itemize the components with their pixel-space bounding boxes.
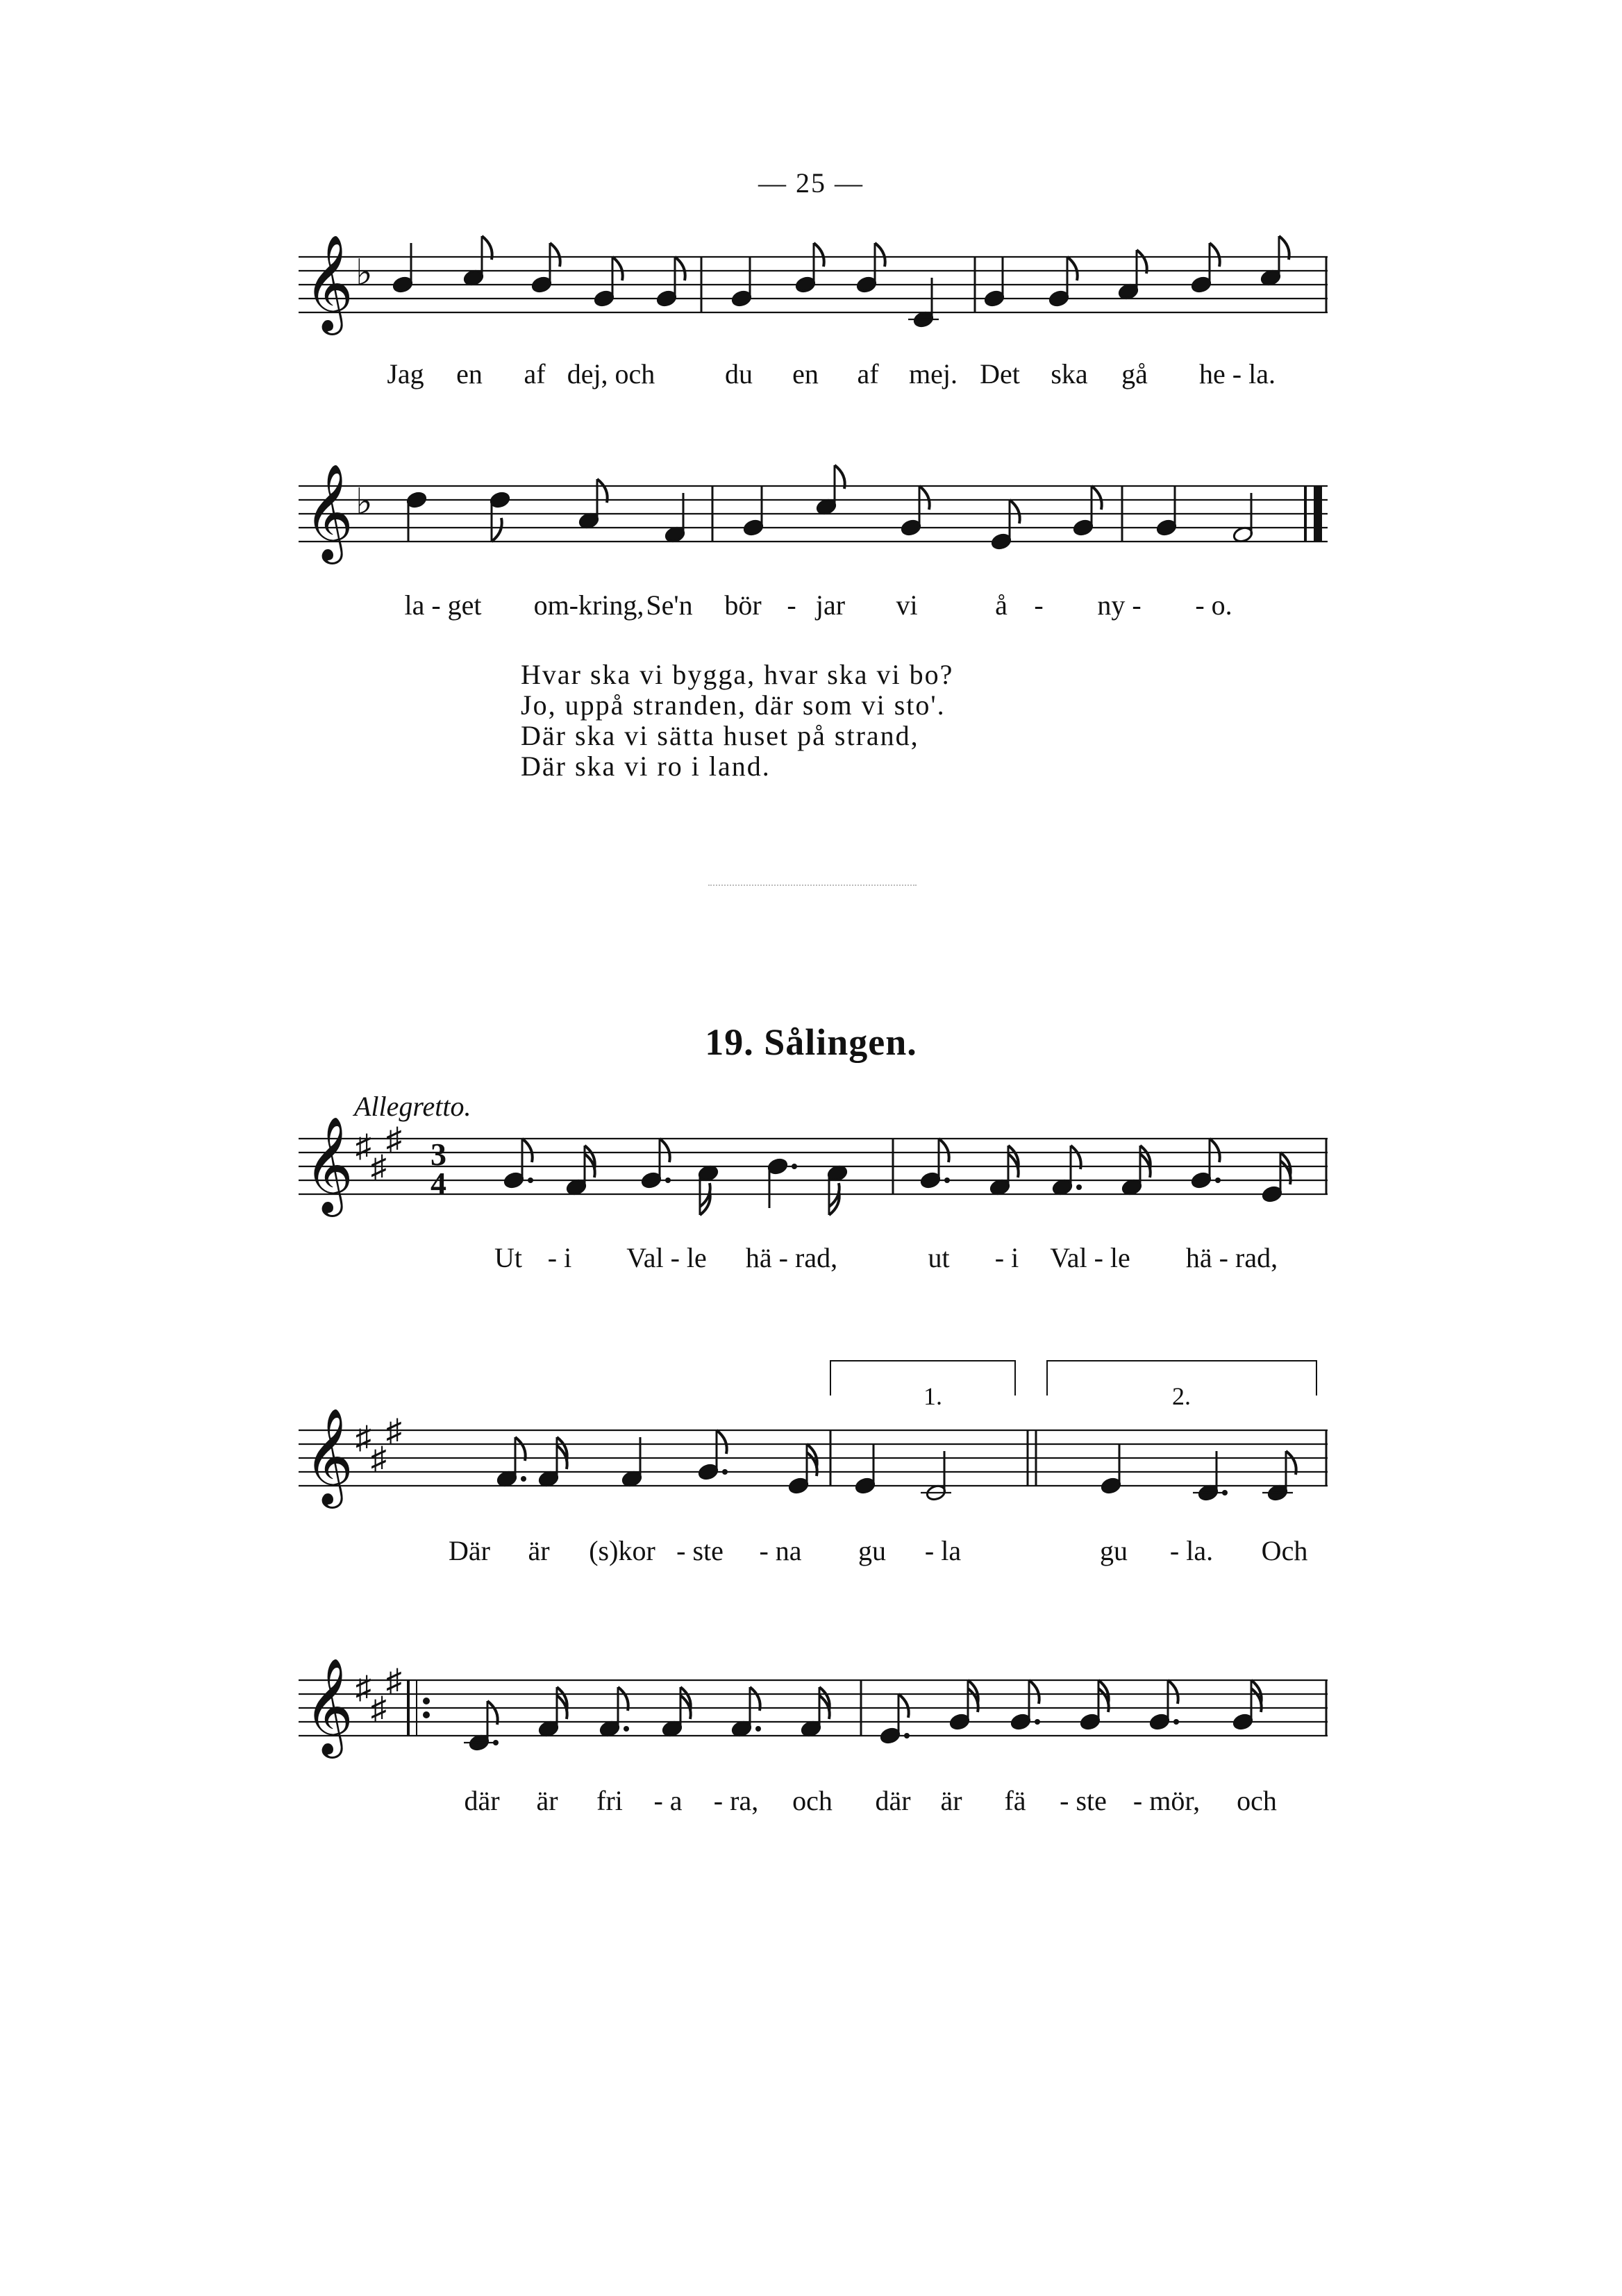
note-flag [1210, 1139, 1220, 1162]
lyric-syllable: där [875, 1785, 911, 1816]
note-flag [492, 518, 502, 542]
note-dot [1035, 1719, 1040, 1725]
lyric-syllable: - la [924, 1535, 962, 1566]
lyric-syllable: gu [858, 1535, 886, 1566]
lyric-syllable: - ra, [713, 1785, 759, 1816]
lyric-syllable: gu [1100, 1535, 1128, 1566]
lyric-syllable: la - get [404, 589, 482, 621]
note-flag [612, 257, 623, 280]
lyric-syllable: - [787, 589, 796, 621]
note-dot [528, 1178, 533, 1183]
volta-bracket-1 [830, 1361, 1015, 1396]
lyric-syllable: ny - [1097, 589, 1142, 621]
sharp-sign-icon: ♯ [386, 1663, 402, 1698]
sharp-sign-icon: ♯ [386, 1121, 402, 1157]
note-flag [1029, 1680, 1039, 1704]
repeat-dot [423, 1711, 430, 1718]
lyric-syllable: he - la. [1199, 358, 1276, 389]
lyric-syllable: fä [1004, 1785, 1026, 1816]
note-dot [1173, 1719, 1179, 1725]
sharp-sign-icon: ♯ [356, 1420, 371, 1455]
note-flag [875, 243, 885, 267]
lyric-syllable: - ste [1060, 1785, 1107, 1816]
lyric-syllable: af [524, 358, 546, 389]
section-divider [708, 885, 917, 886]
repeat-dot [423, 1698, 430, 1704]
lyric-syllable: är [940, 1785, 962, 1816]
note-dot [722, 1469, 728, 1475]
sharp-sign-icon: ♯ [356, 1128, 371, 1164]
lyric-syllable: å [995, 589, 1008, 621]
note-flag [898, 1694, 909, 1718]
lyric-syllable: hä - rad, [745, 1242, 838, 1273]
note-flag [919, 486, 930, 510]
volta-number: 1. [923, 1382, 942, 1410]
lyric-syllable: hä - rad, [1185, 1242, 1278, 1273]
lyric-syllable: Ut [494, 1242, 522, 1273]
note-dot [521, 1476, 526, 1482]
lyric-syllable: - [1034, 589, 1044, 621]
lyric-syllable: Jag [387, 358, 424, 389]
sharp-sign-icon: ♯ [386, 1413, 402, 1448]
treble-clef-icon: 𝄞 [304, 1410, 353, 1502]
lyric-syllable: du [725, 358, 753, 389]
lyric-syllable: om-kring, [533, 589, 644, 621]
verse-text [521, 660, 953, 782]
note-flag [522, 1139, 533, 1162]
final-barline [1314, 486, 1322, 542]
lyric-syllable: Det [980, 358, 1020, 389]
treble-clef-icon: 𝄞 [304, 466, 353, 558]
lyric-syllable: fri [596, 1785, 623, 1816]
note-dot [1076, 1184, 1082, 1190]
note-dot [755, 1726, 761, 1732]
verse-line: Där ska vi ro i land. [521, 751, 771, 782]
lyric-syllable: ska [1051, 358, 1088, 389]
note-dot [904, 1733, 910, 1738]
sharp-sign-icon: ♯ [356, 1670, 371, 1705]
time-signature-top: 3 [430, 1137, 446, 1172]
sharp-sign-icon: ♯ [371, 1149, 387, 1184]
lyric-syllable: jar [815, 589, 846, 621]
lyric-syllable: är [536, 1785, 558, 1816]
page-number: — 25 — [758, 167, 864, 199]
verse-line: Jo, uppå stranden, där som vi sto'. [521, 689, 946, 721]
lyric-syllable: en [792, 358, 819, 389]
note-dot [624, 1726, 629, 1732]
sharp-sign-icon: ♯ [371, 1441, 387, 1476]
lyric-syllable: - i [547, 1242, 572, 1273]
lyric-syllable: och [792, 1785, 833, 1816]
note-flag [550, 243, 560, 267]
treble-clef-icon: 𝄞 [304, 1660, 353, 1752]
note-dot [944, 1178, 950, 1183]
treble-clef-icon: 𝄞 [304, 237, 353, 329]
lyric-syllable: - na [759, 1535, 802, 1566]
note-dot [665, 1178, 671, 1183]
flat-sign-icon: ♭ [356, 483, 373, 522]
sharp-sign-icon: ♯ [371, 1691, 387, 1726]
note-flag [717, 1430, 727, 1454]
lyric-syllable: vi [896, 589, 918, 621]
treble-clef-icon: 𝄞 [304, 1118, 353, 1211]
time-signature-bottom: 4 [430, 1166, 446, 1201]
note-flag [675, 257, 685, 280]
lyric-syllable: mej. [909, 358, 958, 389]
note-flag [1010, 500, 1020, 523]
verse-line: Där ska vi sätta huset på strand, [521, 720, 919, 751]
lyric-syllable: är [528, 1535, 550, 1566]
lyric-syllable: - ste [676, 1535, 724, 1566]
lyric-syllable: och [1237, 1785, 1277, 1816]
note-flag [939, 1139, 949, 1162]
note-flag [1067, 257, 1078, 280]
volta-number: 2. [1172, 1382, 1191, 1410]
lyric-syllable: - i [994, 1242, 1019, 1273]
note-flag [1210, 243, 1220, 267]
verse-line: Hvar ska vi bygga, hvar ska vi bo? [521, 659, 954, 690]
lyric-syllable: Se'n [646, 589, 693, 621]
lyric-syllable: - o. [1195, 589, 1232, 621]
lyric-syllable: - mör, [1132, 1785, 1201, 1816]
lyric-syllable: där [464, 1785, 500, 1816]
lyric-syllable: en [456, 358, 483, 389]
tempo-marking: Allegretto. [354, 1091, 471, 1122]
flat-sign-icon: ♭ [356, 253, 373, 293]
lyric-syllable: dej, och [567, 358, 655, 389]
lyric-syllable: ut [928, 1242, 950, 1273]
note-flag [660, 1139, 670, 1162]
note-dot [792, 1164, 797, 1169]
note-flag [1092, 486, 1102, 510]
lyric-syllable: gå [1121, 358, 1148, 389]
lyric-syllable: Och [1261, 1535, 1308, 1566]
note-flag [1168, 1680, 1178, 1704]
lyric-syllable: bör [724, 589, 762, 621]
lyric-syllable: - la. [1169, 1535, 1214, 1566]
lyric-syllable: af [857, 358, 879, 389]
lyric-syllable: - a [653, 1785, 683, 1816]
song-title: 19. Sålingen. [705, 1021, 917, 1063]
lyric-syllable: Val - le [1050, 1242, 1130, 1273]
note-dot [1215, 1178, 1221, 1183]
note-flag [814, 243, 824, 267]
lyric-syllable: (s)kor [589, 1535, 655, 1566]
lyric-syllable: Där [449, 1535, 490, 1566]
lyric-syllable: Val - le [626, 1242, 707, 1273]
